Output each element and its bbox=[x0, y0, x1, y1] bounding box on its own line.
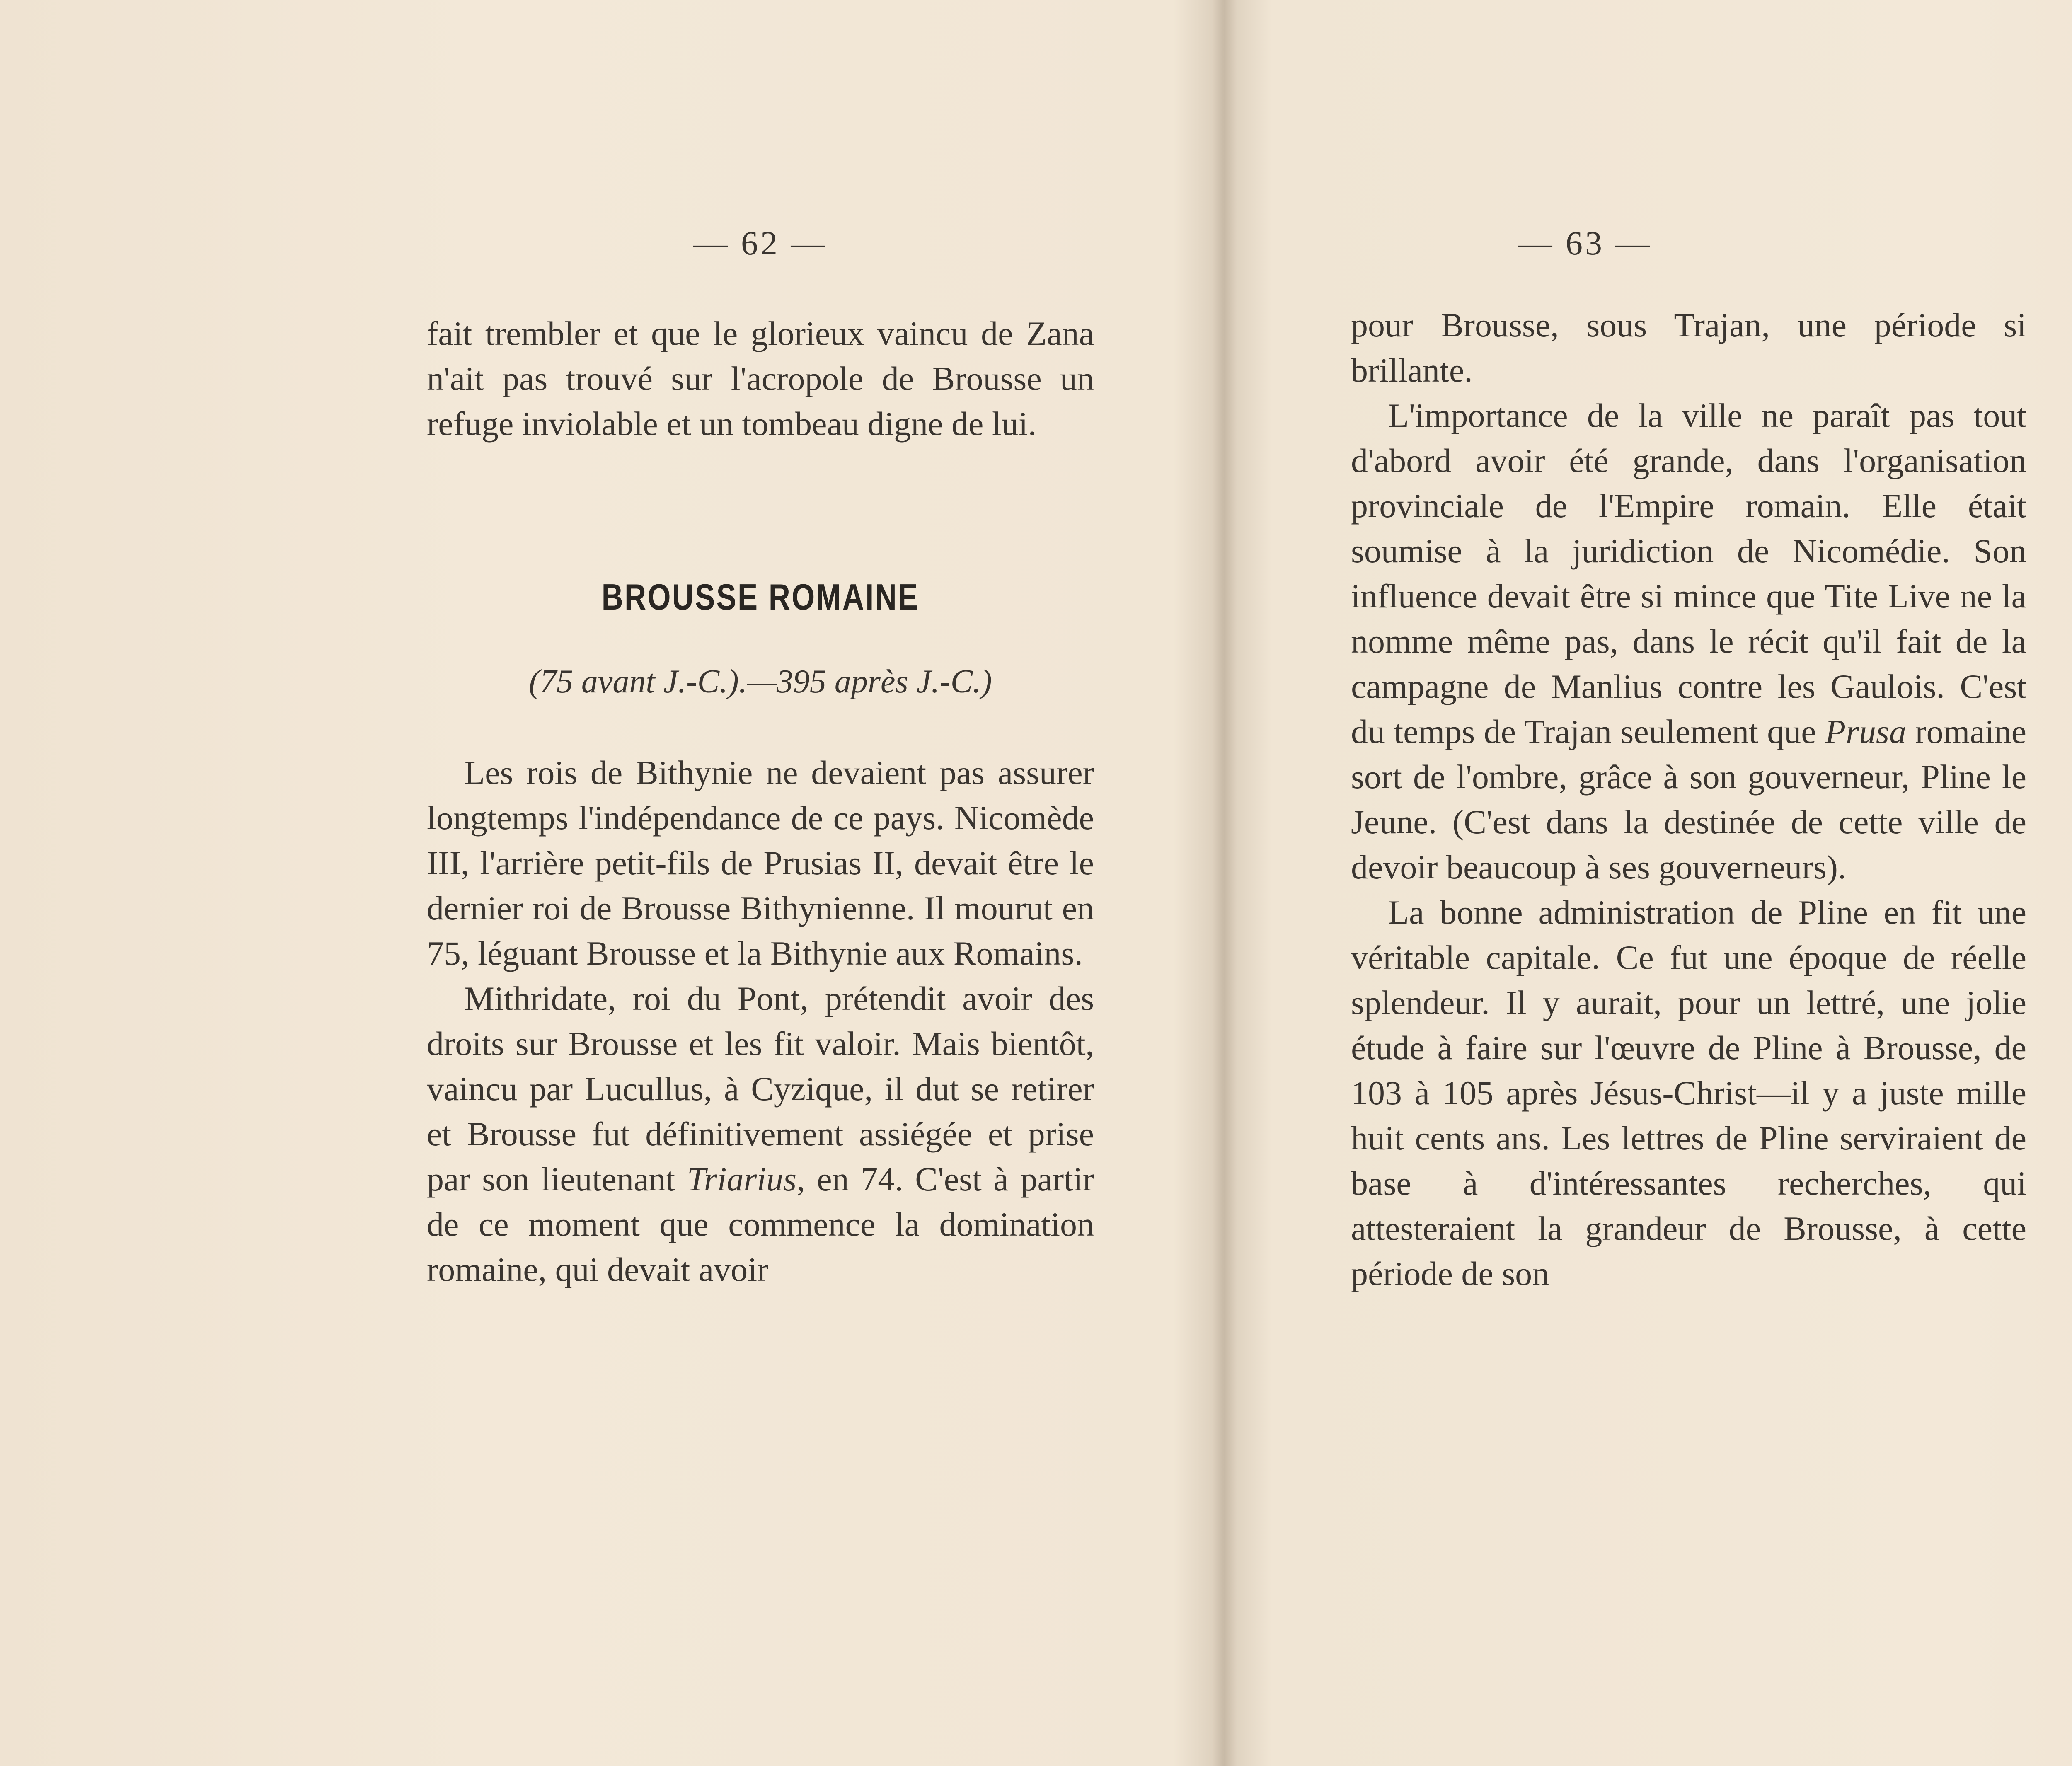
section-title: BROUSSE ROMAINE bbox=[601, 576, 920, 617]
left-page bbox=[427, 0, 1094, 1766]
right-paragraph-1 bbox=[1351, 393, 2026, 890]
section-dates: (75 avant J.-C.).—395 après J.-C.) bbox=[529, 663, 992, 700]
right-page bbox=[1351, 0, 2026, 1766]
right-page-number: — 63 — bbox=[1518, 224, 1652, 262]
left-continuation-text bbox=[427, 311, 1094, 446]
left-paragraph-2 bbox=[427, 976, 1094, 1292]
book-gutter bbox=[1212, 0, 1237, 1766]
left-page-number: — 62 — bbox=[693, 224, 828, 262]
left-paragraph-1: Les rois de Bithynie ne devaient pas assurer longtemps l'indépendance de ce pays. Nicomède III, l'arrière petit-fils de Prusias II, devait être le dernier roi de Brousse Bithynienne. Il mourut en 75, léguant Brousse et la Bithynie aux Romains. bbox=[427, 754, 1094, 972]
left-paragraph-2-start: Mithridate, roi du Pont, prétendit avoir des droits sur Brousse et les fit valoir. Mais bientôt, vaincu par Lucullus, à Cyzique, il dut se retirer et Brousse fut définitivement assiégée et prise par son lieutenant bbox=[427, 980, 1094, 1198]
right-continuation-paragraph: pour Brousse, sous Trajan, une période si brillante. bbox=[1351, 306, 2026, 389]
right-paragraph-1-start: L'importance de la ville ne paraît pas tout d'abord avoir été grande, dans l'organisation provinciale de l'Empire romain. Elle était soumise à la juridiction de Nicomédie. Son influence devait être si mince que Tite Live ne la nomme même pas, dans le récit qu'il fait de la campagne de Manlius contre les Gaulois. C'est du temps de Trajan seulement que bbox=[1351, 397, 2026, 750]
name-prusa: Prusa bbox=[1825, 713, 1906, 750]
right-paragraph-1-end: romaine sort de l'ombre, grâce à son gouverneur, Pline le Jeune. (C'est dans la destinée de cette ville de devoir beaucoup à ses gouverneurs). bbox=[1351, 713, 2027, 886]
right-paragraph-2: La bonne administration de Pline en fit une véritable capitale. Ce fut une époque de réelle splendeur. Il y aurait, pour un lettré, une jolie étude à faire sur l'œuvre de Pline à Brousse, de 103 à 105 après Jésus-Christ—il y a juste mille huit cents ans. Les lettres de Pline serviraient de base à d'intéressantes recherches, qui attesteraient la grandeur de Brousse, à cette période de son bbox=[1351, 893, 2026, 1292]
left-continuation-paragraph: fait trembler et que le glorieux vaincu de Zana n'ait pas trouvé sur l'acropole de Brousse un refuge inviolable et un tombeau digne de lui. bbox=[427, 314, 1094, 443]
right-main-text bbox=[1351, 302, 2026, 1296]
left-main-text bbox=[427, 750, 1094, 1292]
left-paragraph-2-end: , en 74. C'est à partir de ce moment que commence la domination romaine, qui devait avoir bbox=[427, 1160, 1094, 1288]
name-triarius: Triarius bbox=[687, 1160, 797, 1198]
